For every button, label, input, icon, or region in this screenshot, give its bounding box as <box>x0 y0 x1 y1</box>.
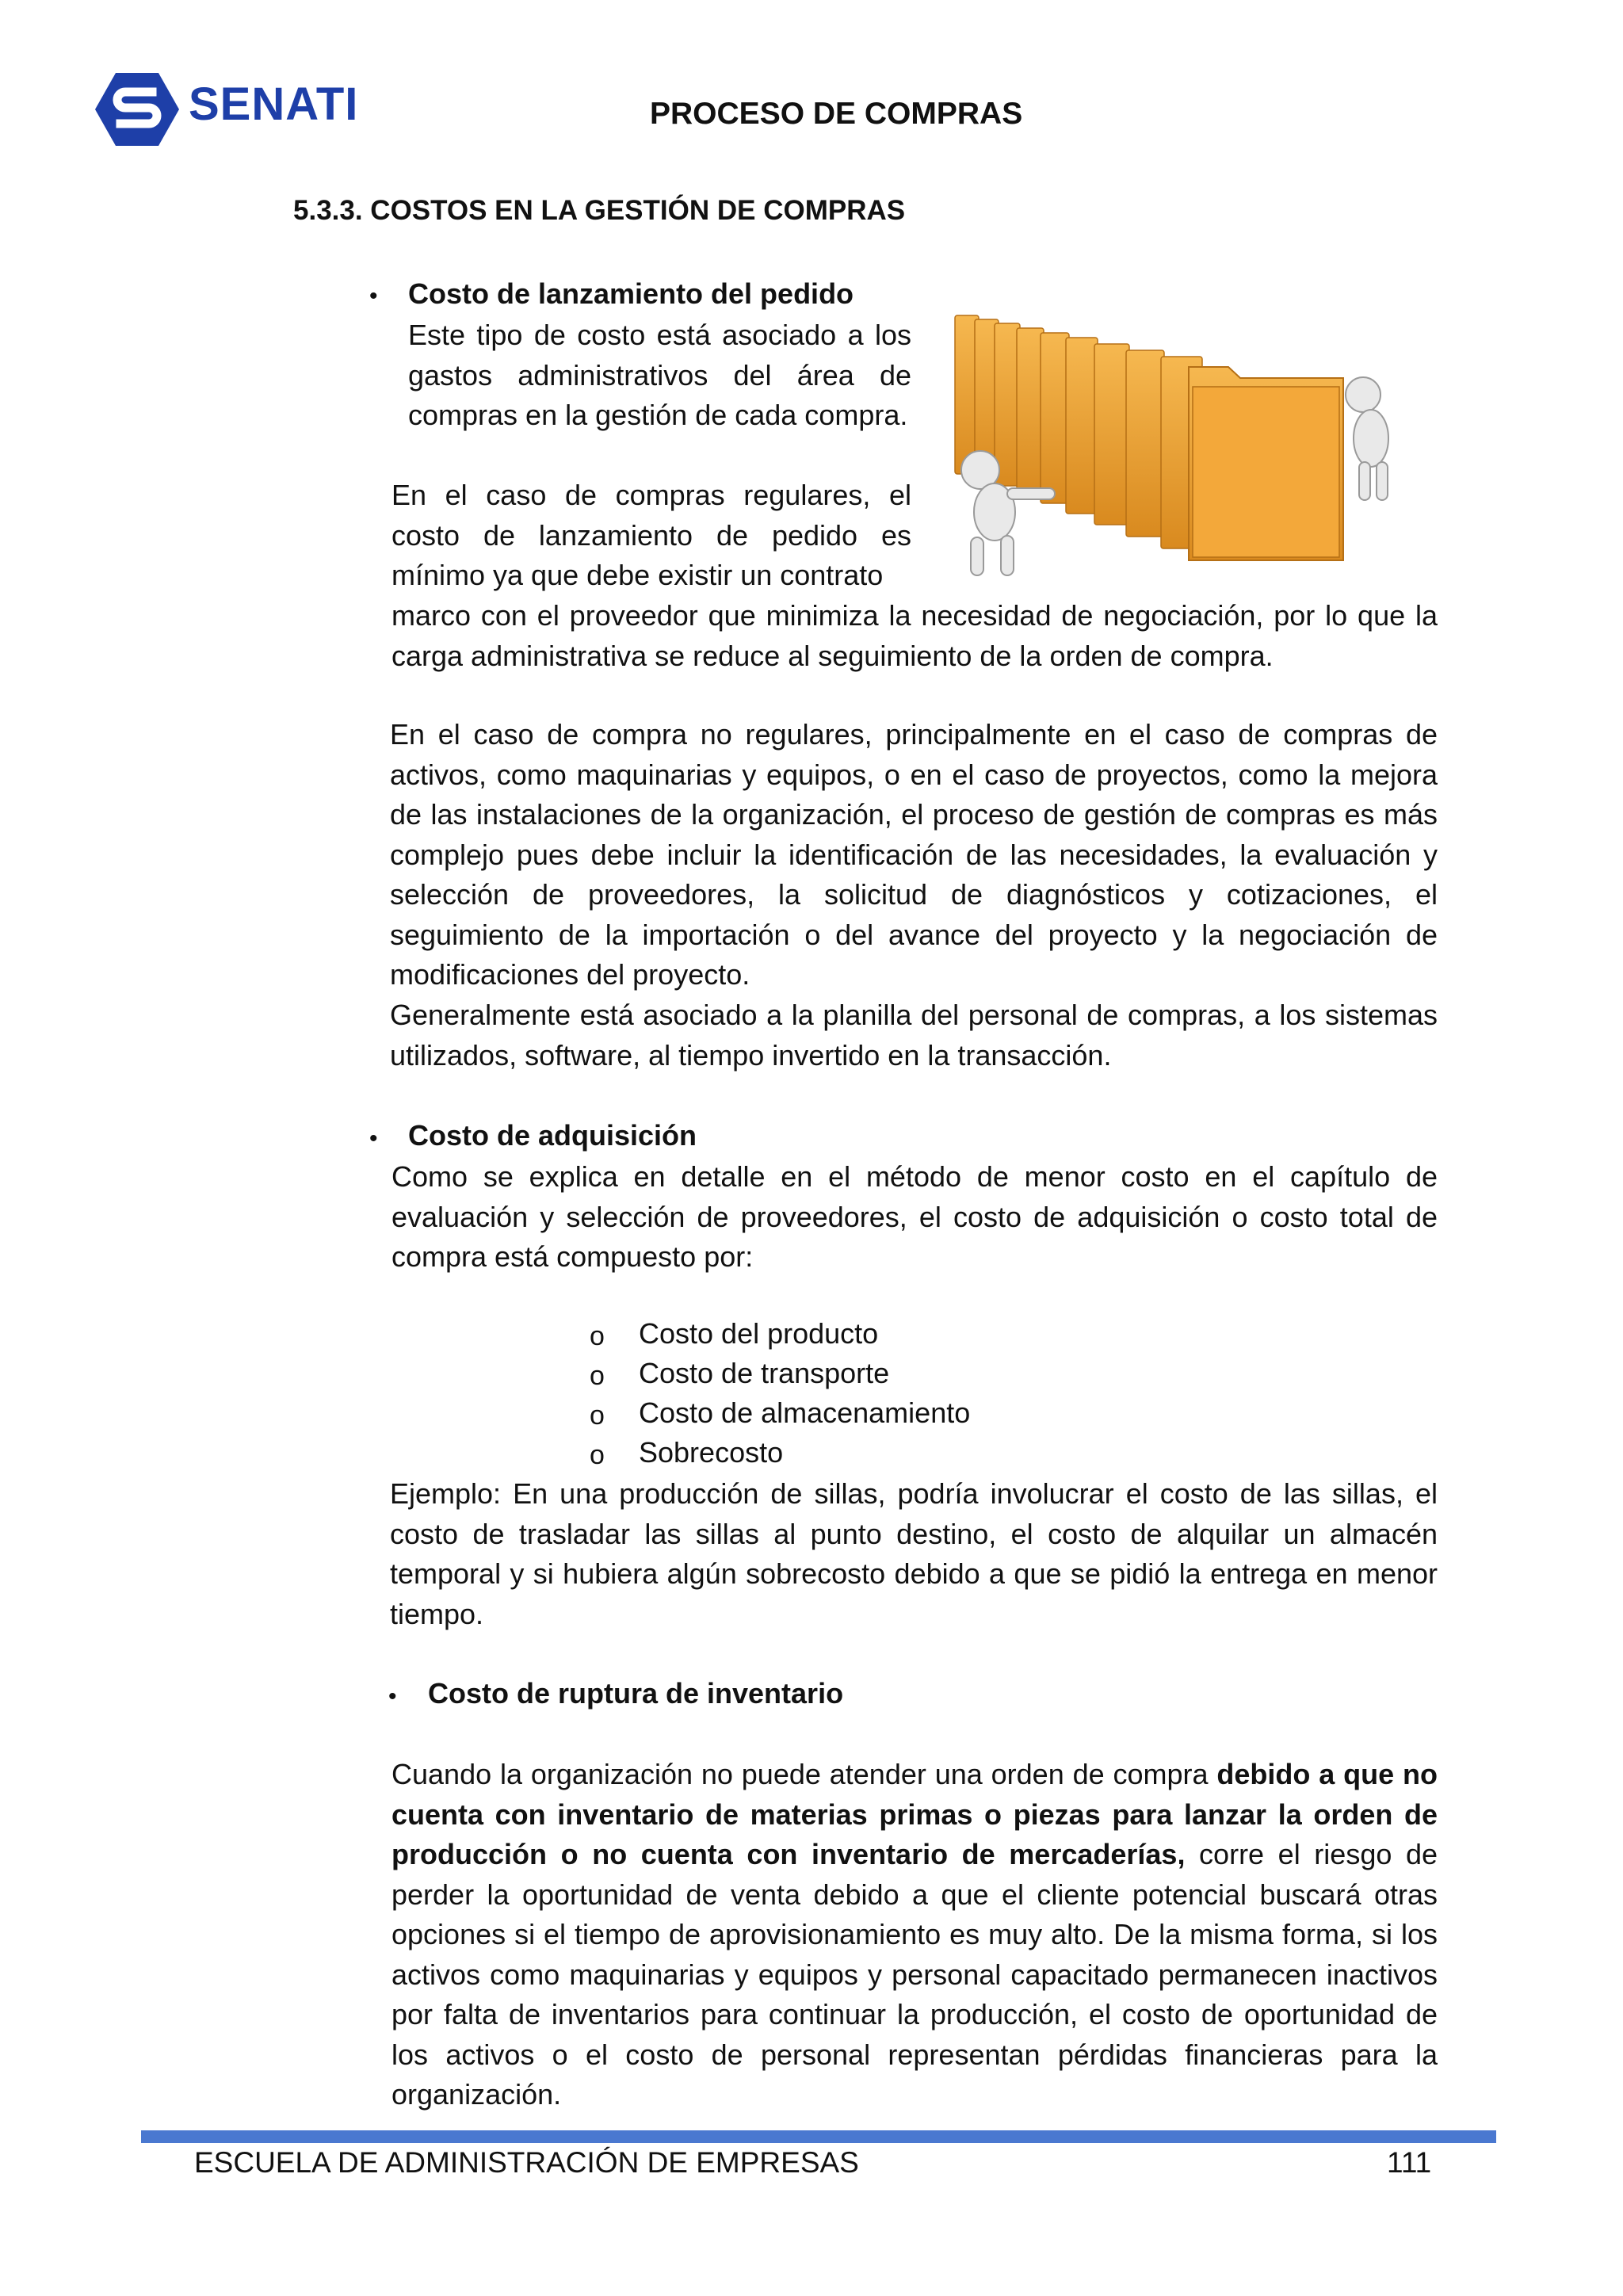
bullet-heading-ruptura: Costo de ruptura de inventario <box>428 1677 844 1710</box>
sub-bullet-icon: o <box>590 1400 605 1431</box>
sub-bullet-icon: o <box>590 1361 605 1391</box>
footer-school-name: ESCUELA DE ADMINISTRACIÓN DE EMPRESAS <box>194 2146 859 2179</box>
list-item: Costo de almacenamiento <box>639 1396 971 1429</box>
bullet-icon: • <box>369 1125 378 1152</box>
paragraph-ejemplo: Ejemplo: En una producción de sillas, podría involucrar el costo de las sillas, el costo de trasladar las sillas al punto destino, el costo de alquilar un almacén temporal y si hubiera algún sobrecosto debido a que se pidió la entrega en menor tiempo. <box>390 1477 1438 1630</box>
paragraph-ruptura-start: Cuando la organización no puede atender una orden de compra <box>391 1758 1217 1790</box>
page-number: 111 <box>1387 2146 1432 2179</box>
paragraph-lanzamiento-intro: Este tipo de costo está asociado a los gastos administrativos del área de compras en la gestión de cada compra. <box>408 319 911 431</box>
footer-divider <box>141 2130 1496 2143</box>
list-item: Costo del producto <box>639 1317 879 1350</box>
bullet-icon: • <box>388 1683 397 1710</box>
paragraph-lanzamiento-regular-wide: marco con el proveedor que minimiza la necesidad de negociación, por lo que la carga administrativa se reduce al seguimiento de la orden de compra. <box>391 599 1438 672</box>
sub-bullet-icon: o <box>590 1321 605 1351</box>
folders-illustration <box>939 300 1407 581</box>
bullet-heading-adquisicion: Costo de adquisición <box>408 1119 697 1152</box>
header-title: PROCESO DE COMPRAS <box>650 97 1023 131</box>
paragraph-lanzamiento-regular-narrow: En el caso de compras regulares, el costo de lanzamiento de pedido es mínimo ya que debe existir un contrato <box>391 479 911 591</box>
paragraph-adquisicion: Como se explica en detalle en el método de menor costo en el capítulo de evaluación y selección de proveedores, el costo de adquisición o costo total de compra está compuesto por: <box>391 1160 1438 1273</box>
logo-wordmark: SENATI <box>189 78 359 130</box>
section-title: 5.3.3. COSTOS EN LA GESTIÓN DE COMPRAS <box>293 195 906 226</box>
paragraph-ruptura-end: corre el riesgo de perder la oportunidad de venta debido a que el cliente potencial buscará otras opciones si el tiempo de aprovisionamiento es muy alto. De la misma forma, si los activos como maquinarias y equipos y personal capacitado permanecen inactivos por falta de inventarios para continuar la producción, el costo de oportunidad de los activos o el costo de personal representan pérdidas financieras para la organización. <box>391 1838 1438 2111</box>
sub-bullet-icon: o <box>590 1440 605 1470</box>
paragraph-planilla: Generalmente está asociado a la planilla del personal de compras, a los sistemas utilizados, software, al tiempo invertido en la transacción. <box>390 999 1438 1072</box>
list-item: Costo de transporte <box>639 1357 890 1389</box>
folders-push-icon <box>939 300 1407 581</box>
senati-logo <box>94 70 387 149</box>
bullet-icon: • <box>369 283 378 309</box>
paragraph-ruptura <box>391 1755 1438 2115</box>
paragraph-compras-no-regulares: En el caso de compra no regulares, principalmente en el caso de compras de activos, como maquinarias y equipos, o en el caso de proyectos, como la mejora de las instalaciones de la organización, el proceso de gestión de compras es más complejo pues debe incluir la identificación de las necesidades, la evaluación y selección de proveedores, la solicitud de diagnósticos y cotizaciones, el seguimiento de la importación o del avance del proyecto y la negociación de modificaciones del proyecto. <box>390 718 1438 991</box>
paragraph-ruptura-bold: debido a que no cuenta con inventario de materias primas o piezas para lanzar la orden de producción o no cuenta con inventario de mercaderías, <box>391 1758 1438 1870</box>
list-item: Sobrecosto <box>639 1436 784 1469</box>
senati-emblem-icon <box>94 70 181 149</box>
bullet-heading-lanzamiento: Costo de lanzamiento del pedido <box>408 277 854 310</box>
